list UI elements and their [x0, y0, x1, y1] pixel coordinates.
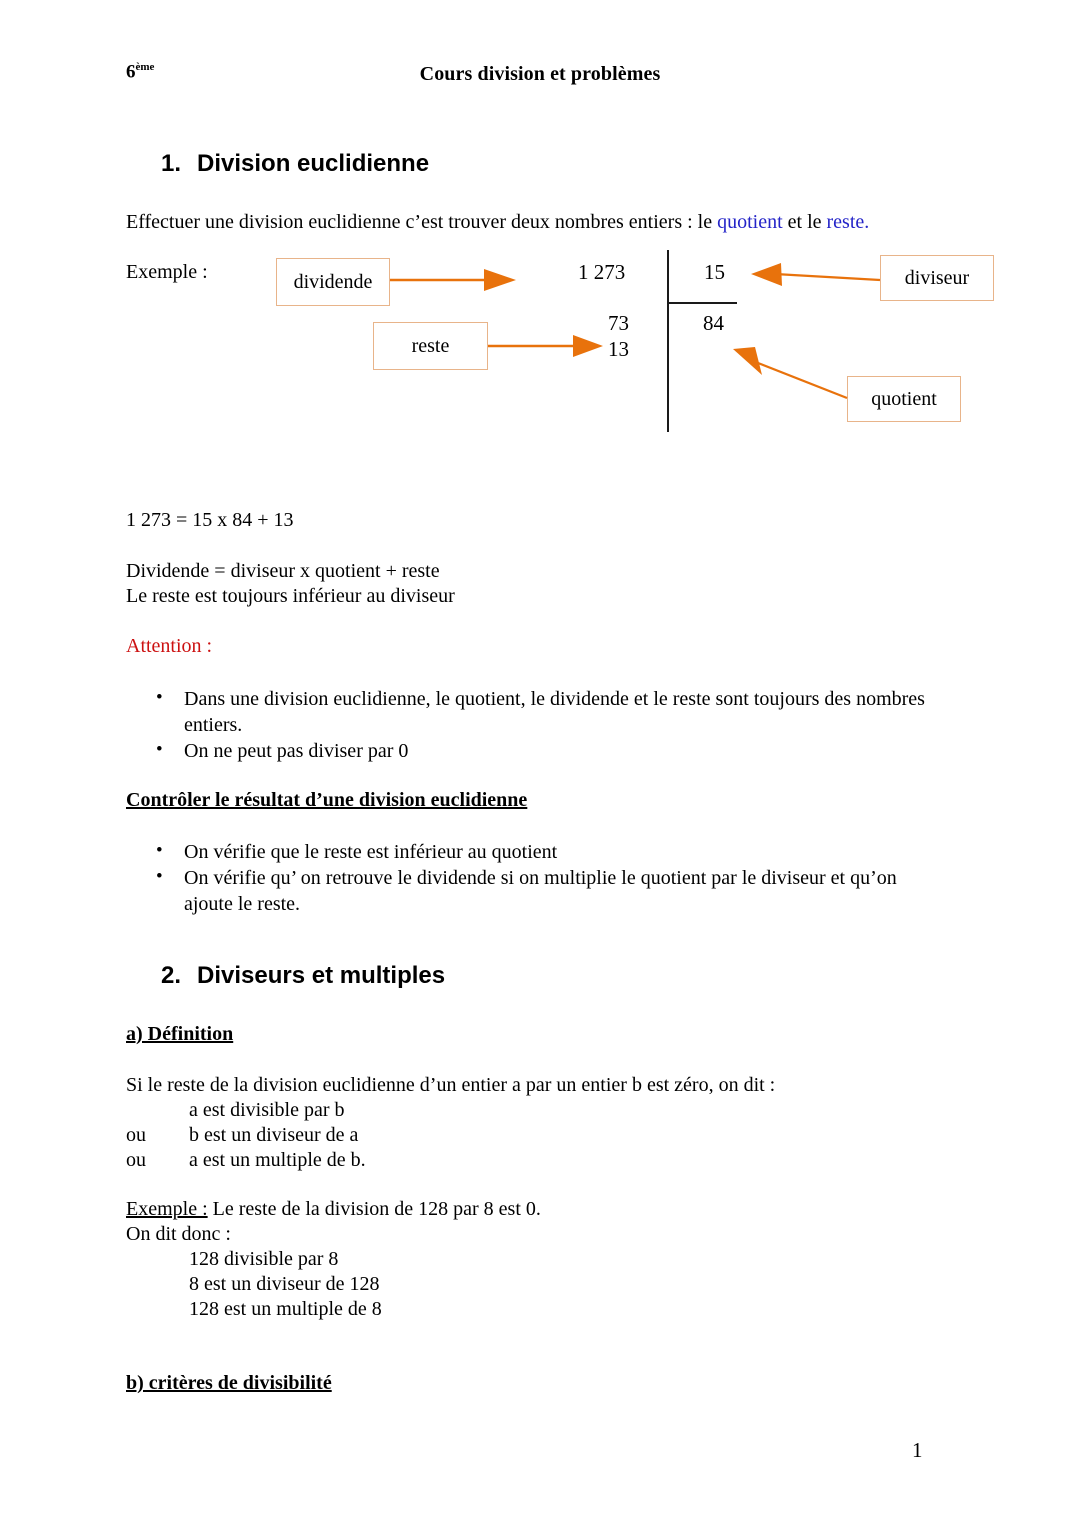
definition-lead-3: ou — [126, 1149, 146, 1171]
definition-result-2: 8 est un diviseur de 128 — [189, 1273, 380, 1295]
definition-text-1: a est divisible par b — [189, 1099, 345, 1121]
definition-lead-2: ou — [126, 1124, 146, 1146]
reste-callout-box — [373, 322, 488, 370]
list-item — [126, 738, 946, 764]
definition-intro: Si le reste de la division euclidienne d’un entier a par un entier b est zéro, on dit : — [126, 1074, 776, 1096]
definition-example — [126, 1197, 541, 1222]
quotient-callout-label: quotient — [871, 387, 937, 410]
section-2-number: 2. — [161, 962, 182, 989]
dividende-callout-box — [276, 258, 390, 306]
section-1-title: Division euclidienne — [197, 150, 430, 177]
definition-on-dit: On dit donc : — [126, 1223, 231, 1245]
figure-quotient-value: 84 — [703, 311, 724, 335]
definition-heading: a) Définition — [126, 1023, 234, 1045]
list-item — [126, 686, 946, 738]
definition-example-label: Exemple : — [126, 1198, 208, 1220]
figure-dividend-value: 1 273 — [578, 260, 626, 284]
section-1-number: 1. — [161, 150, 182, 177]
intro-paragraph — [126, 210, 869, 235]
keyword-reste: reste. — [826, 211, 870, 233]
figure-partial-value: 73 — [608, 311, 629, 335]
quotient-callout-box — [847, 376, 961, 422]
section-heading-2 — [161, 962, 445, 990]
arrow-dividende-head — [484, 269, 516, 291]
list-item — [126, 865, 946, 917]
document-title: Cours division et problèmes — [419, 63, 661, 85]
attention-list — [126, 686, 946, 764]
figure-divisor-value: 15 — [704, 260, 725, 284]
dividende-callout-label: dividende — [293, 270, 373, 293]
example-label: Exemple : — [126, 261, 208, 283]
definition-text-3: a est un multiple de b. — [189, 1149, 366, 1171]
section-2-title: Diviseurs et multiples — [197, 962, 446, 989]
intro-text-part1: Effectuer une division euclidienne c’est trouver deux nombres entiers : le — [126, 211, 718, 233]
diviseur-callout-label: diviseur — [904, 266, 970, 289]
definition-text-2: b est un diviseur de a — [189, 1124, 359, 1146]
arrow-quotient-line — [758, 363, 847, 398]
definition-line-3 — [126, 1148, 366, 1173]
arrow-diviseur-line — [775, 274, 880, 280]
rule-dividende-formula: Dividende = diviseur x quotient + reste — [126, 560, 440, 582]
keyword-quotient: quotient — [717, 211, 783, 233]
attention-label: Attention : — [126, 635, 213, 657]
arrow-diviseur-head — [751, 263, 782, 286]
division-horizontal-rule — [669, 302, 737, 304]
diviseur-callout-box — [880, 255, 994, 301]
definition-example-text: Le reste de la division de 128 par 8 est 0. — [207, 1198, 541, 1220]
control-heading: Contrôler le résultat d’une division euclidienne — [126, 789, 528, 811]
reste-callout-label: reste — [411, 334, 450, 357]
attention-item-1: Dans une division euclidienne, le quotient, le dividende et le reste sont toujours des nombres entiers. — [184, 688, 925, 736]
rule-remainder-less-than-divisor: Le reste est toujours inférieur au diviseur — [126, 585, 455, 607]
intro-text-part2: et le — [782, 211, 827, 233]
control-item-1: On vérifie que le reste est inférieur au quotient — [184, 841, 558, 863]
grade-level-suffix: ème — [135, 61, 155, 73]
division-vertical-rule — [667, 250, 669, 432]
definition-result-1: 128 divisible par 8 — [189, 1248, 339, 1270]
figure-remainder-value: 13 — [608, 337, 629, 361]
definition-result-3: 128 est un multiple de 8 — [189, 1298, 382, 1320]
arrow-quotient-head — [733, 347, 762, 375]
control-list — [126, 839, 946, 917]
definition-line-1 — [126, 1098, 345, 1123]
arrow-reste-head — [573, 335, 603, 357]
criteria-heading: b) critères de divisibilité — [126, 1372, 332, 1394]
grade-level-number: 6 — [126, 61, 136, 83]
attention-item-2: On ne peut pas diviser par 0 — [184, 740, 409, 762]
list-item — [126, 839, 946, 865]
definition-line-2 — [126, 1123, 358, 1148]
division-equation: 1 273 = 15 x 84 + 13 — [126, 509, 294, 531]
page-number: 1 — [912, 1438, 923, 1462]
control-item-2: On vérifie qu’ on retrouve le dividende si on multiplie le quotient par le diviseur et qu’on ajoute le reste. — [184, 867, 897, 915]
section-heading-1 — [161, 150, 429, 178]
